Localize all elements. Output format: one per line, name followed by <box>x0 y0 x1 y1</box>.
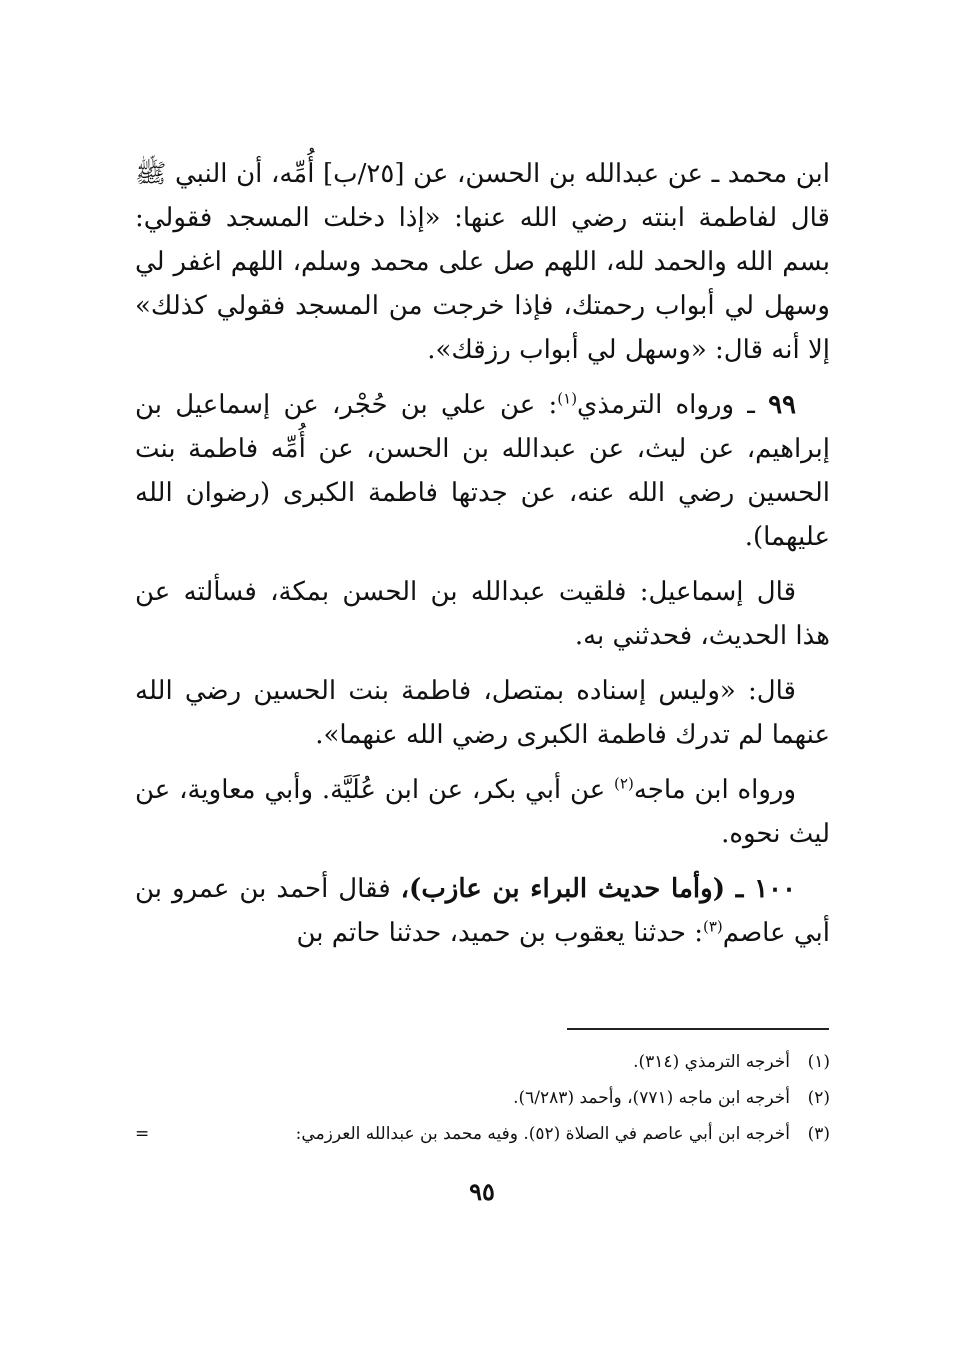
paragraph-hadith-100 <box>135 867 830 955</box>
footnote-separator <box>567 1028 829 1030</box>
footnote-item <box>135 1116 830 1152</box>
footnote-text <box>135 1080 790 1116</box>
paragraph-text-before-ref: فقال أحمد بن عمرو بن أبي عاصم <box>135 874 830 948</box>
paragraph-text: : عن علي بن حُجْر، عن إسماعيل بن إبراهيم، عن ليث، عن عبدالله بن الحسن، عن أُمِّه فاطمة بنت الحسين رضي الله عنه، عن جدتها فاطمة الكبرى (رضوان الله عليهما). <box>135 390 830 552</box>
footnote-number: (٢) <box>807 1088 830 1108</box>
footnote-body: أخرجه ابن أبي عاصم في الصلاة (٥٢). وفيه محمد بن عبدالله العرزمي: <box>295 1124 790 1144</box>
paragraph-text: : حدثنا يعقوب بن حميد، حدثنا حاتم بن <box>296 918 703 948</box>
footnote-number: (١) <box>807 1052 830 1072</box>
footnote-ref: (١) <box>557 389 578 408</box>
hadith-heading: ١٠٠ ـ (وأما حديث البراء بن عازب)، <box>400 874 796 904</box>
footnote-text <box>135 1116 790 1152</box>
paragraph-isnad-note <box>135 669 830 757</box>
page-number: ٩٥ <box>469 1177 495 1206</box>
hadith-number: ٩٩ <box>768 390 796 420</box>
paragraph-ismail <box>135 570 830 658</box>
footnote-ref: (٢) <box>614 774 634 793</box>
footnote-ref: (٣) <box>703 917 723 936</box>
paragraph-text: قال إسماعيل: فلقيت عبدالله بن الحسن بمكة، فسألته عن هذا الحديث، فحدثني به. <box>135 577 830 651</box>
footnote-number: (٣) <box>807 1124 830 1144</box>
paragraph-ibn-majah <box>135 768 830 856</box>
paragraph-text: ابن محمد ـ عن عبدالله بن الحسن، عن [٢٥/ب] أُمِّه، أن النبي ﷺ قال لفاطمة ابنته رضي الله عنها: «إذا دخلت المسجد فقولي: بسم الله والحمد لله، اللهم صل على محمد وسلم، اللهم اغفر لي وسهل لي أبواب رحمتك، فإذا خرجت من المسجد فقولي كذلك» إلا أنه قال: «وسهل لي أبواب رزقك». <box>135 159 830 365</box>
footnote-item <box>135 1080 830 1116</box>
footnote-body: أخرجه ابن ماجه (٧٧١)، وأحمد (٦/٢٨٣). <box>513 1088 790 1108</box>
footnote-item <box>135 1044 830 1080</box>
paragraph-text-before-ref: ورواه ابن ماجه <box>633 775 796 805</box>
footnote-continuation-mark: = <box>135 1124 150 1144</box>
footnote-text <box>135 1044 790 1080</box>
paragraph-continuation <box>135 152 830 372</box>
paragraph-hadith-99 <box>135 383 830 559</box>
paragraph-text-before-ref: ـ ورواه الترمذي <box>577 390 769 420</box>
footnote-body: أخرجه الترمذي (٣١٤). <box>633 1052 790 1072</box>
paragraph-text: عن أبي بكر، عن ابن عُلَيَّة. وأبي معاوية، عن ليث نحوه. <box>135 775 830 849</box>
footnotes <box>135 1044 830 1152</box>
main-text <box>135 152 830 966</box>
paragraph-text: قال: «وليس إسناده بمتصل، فاطمة بنت الحسين رضي الله عنهما لم تدرك فاطمة الكبرى رضي الله عنهما». <box>135 676 830 750</box>
